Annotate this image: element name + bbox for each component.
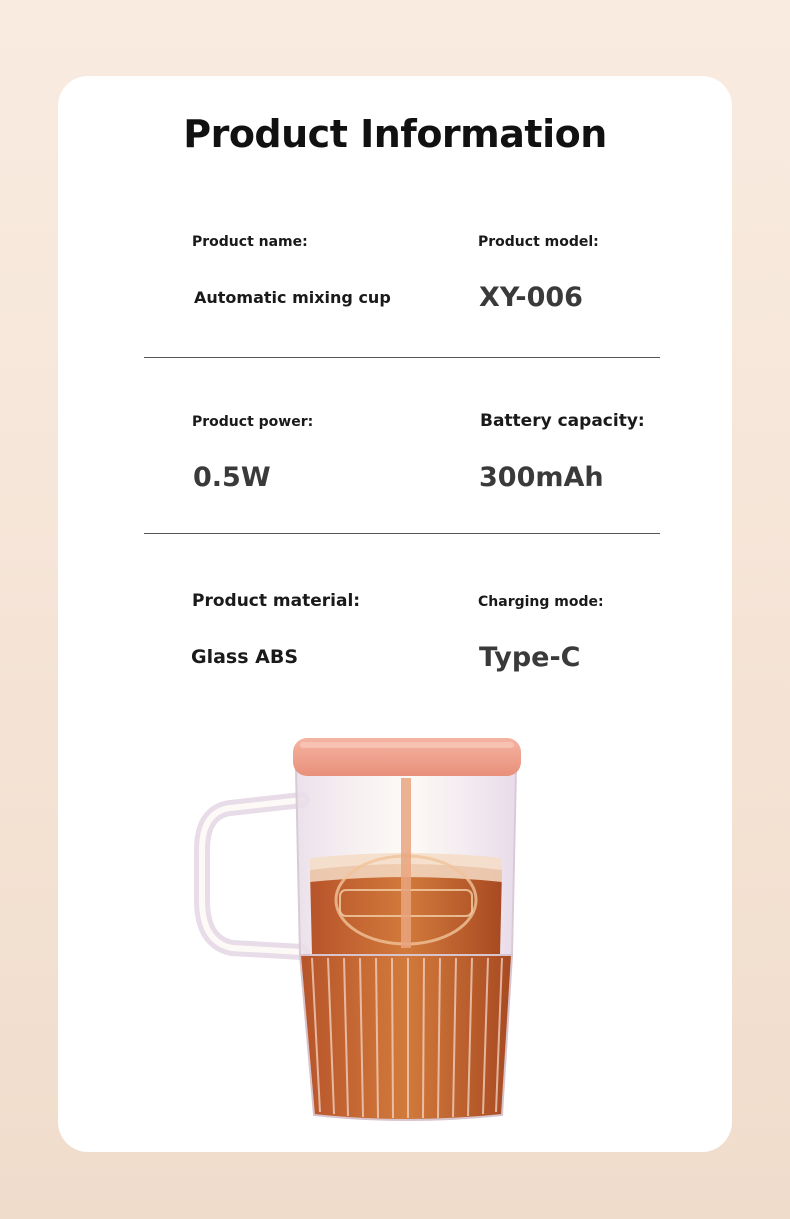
charging-mode-label: Charging mode: (478, 594, 604, 610)
product-name-value: Automatic mixing cup (194, 288, 391, 307)
page-title: Product Information (183, 112, 607, 156)
product-material-label: Product material: (192, 591, 361, 611)
product-power-label: Product power: (192, 414, 314, 430)
divider-1 (144, 357, 660, 358)
charging-mode-value: Type-C (479, 642, 581, 673)
battery-capacity-label: Battery capacity: (480, 411, 645, 431)
product-model-value: XY-006 (479, 282, 583, 313)
product-model-label: Product model: (478, 234, 599, 250)
cup-lid-highlight (300, 742, 514, 748)
product-material-value: Glass ABS (191, 646, 299, 668)
product-name-label: Product name: (192, 234, 308, 250)
cup-stirrer (401, 778, 411, 948)
mixing-cup-image (190, 730, 530, 1130)
cup-handle (202, 800, 302, 952)
battery-capacity-value: 300mAh (479, 462, 604, 493)
divider-2 (144, 533, 660, 534)
product-power-value: 0.5W (193, 462, 271, 493)
